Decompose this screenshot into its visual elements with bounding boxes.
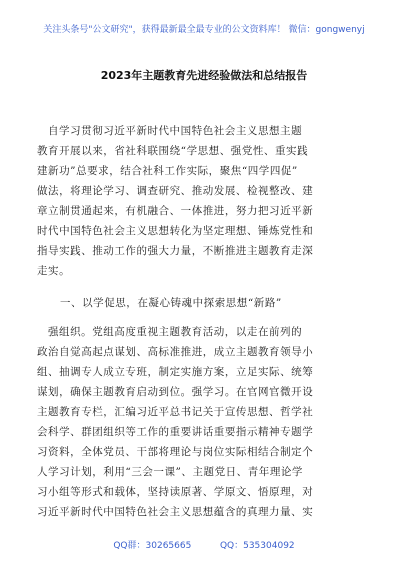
- qq-number: QQ：535304092: [219, 541, 295, 551]
- paragraph-line: 习近平新时代中国特色社会主义思想蕴含的真理力量、实: [37, 506, 314, 518]
- paragraph-line: 自学习贯彻习近平新时代中国特色社会主义思想主题: [48, 125, 303, 137]
- paragraph-line: 教育开展以来，省社科联围绕“学思想、强党性、重实践: [37, 145, 309, 157]
- paragraph-line: 组、抽调专人成立专班，制定实施方案，立足实际、统筹: [37, 366, 314, 378]
- header-note: 关注头条号"公文研究"，获得最新最全最专业的公文资料库！ 微信：gongwenyj: [43, 25, 365, 35]
- paragraph-line: 时代中国特色社会主义思想转化为坚定理想、锤炼党性和: [37, 225, 314, 237]
- paragraph-line: 指导实践、推动工作的强大力量，不断推进主题教育走深: [37, 245, 314, 257]
- paragraph-line: 谋划，确保主题教育启动到位。强学习。在官网官微开设: [37, 386, 314, 398]
- paragraph-line: 人学习计划，利用“三会一课”、主题党日、青年理论学: [37, 466, 303, 478]
- footer-contact: [0, 538, 408, 551]
- document-title: 2023年主题教育先进经验做法和总结报告: [100, 69, 308, 82]
- paragraph-line: 做法，将理论学习、调查研究、推动发展、检视整改、建: [37, 185, 314, 197]
- paragraph-line: 习资料，全体党员、干部将理论与岗位实际相结合制定个: [37, 446, 314, 458]
- paragraph-line: 会科学、群团组织等工作的重要讲话重要指示精神专题学: [37, 426, 314, 438]
- paragraph-line: 章立制贯通起来，有机融合、一体推进，努力把习近平新: [37, 205, 314, 217]
- paragraph-line: 习小组等形式和载体，坚持读原著、学原文、悟原理，对: [37, 486, 314, 498]
- paragraph-line: 走实。: [37, 265, 71, 277]
- paragraph-line: 建新功”总要求，结合社科工作实际，聚焦“四学四促”: [37, 165, 298, 177]
- qq-group: QQ群：30265665: [113, 541, 192, 551]
- section-heading: 一、以学促思，在凝心铸魂中探索思想“新路”: [60, 297, 282, 309]
- paragraph-line: 主题教育专栏，汇编习近平总书记关于宣传思想、哲学社: [37, 406, 314, 418]
- paragraph-line: 政治自觉高起点谋划、高标准推进，成立主题教育领导小: [37, 346, 314, 358]
- paragraph-line: 强组织。党组高度重视主题教育活动，以走在前列的: [48, 326, 303, 338]
